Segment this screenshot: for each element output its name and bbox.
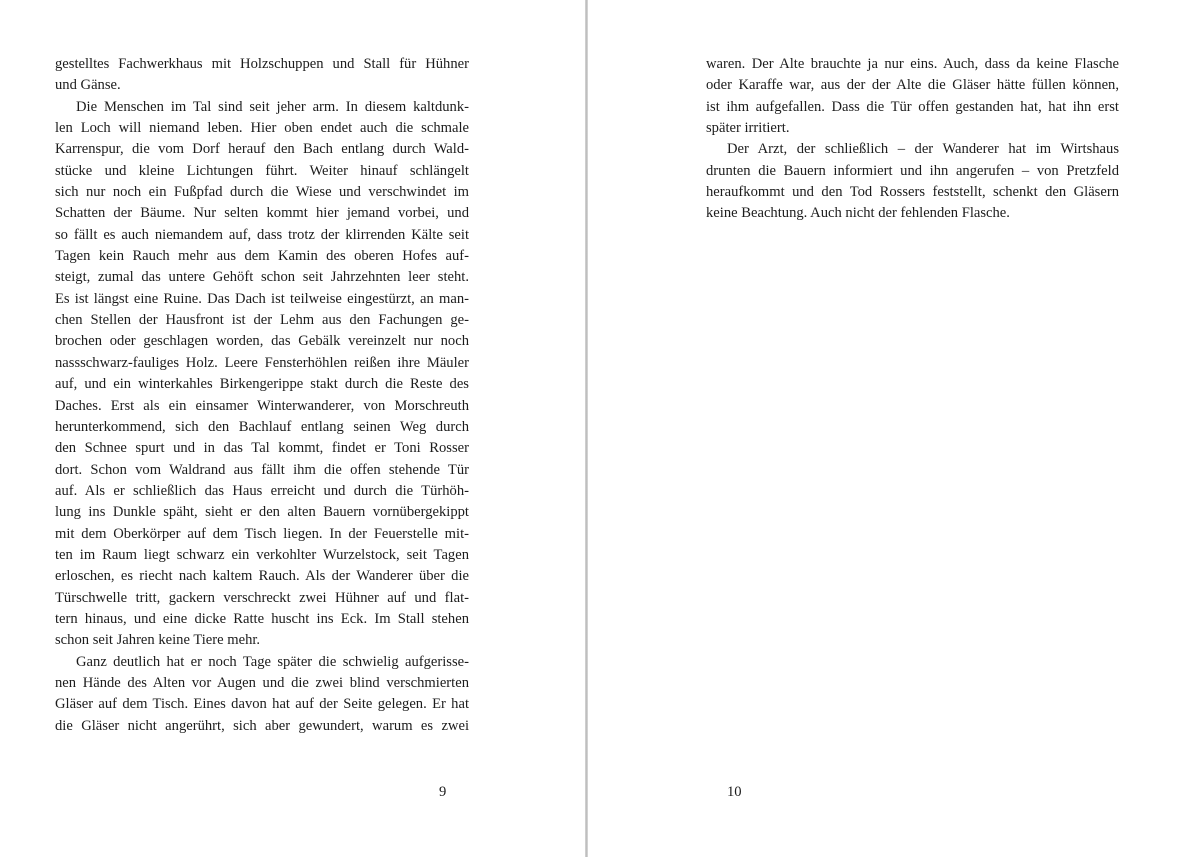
text-line: Schatten der Bäume. Nur selten kommt hier jemand vorbei, und (55, 205, 469, 222)
text-line: die Gläser nicht angerührt, sich aber gewundert, warum es zwei (55, 717, 469, 734)
left-page-text (55, 54, 469, 737)
text-line: Daches. Erst als ein einsamer Winterwanderer, von Morschreuth (55, 397, 469, 414)
text-line: brochen oder geschlagen worden, das Gebälk vereinzelt nur noch (55, 333, 469, 350)
text-line: oder Karaffe war, aus der der Alte die Gläser hätte füllen können, (706, 77, 1119, 94)
text-line: Es ist längst eine Ruine. Das Dach ist teilweise eingestürzt, an man- (55, 290, 469, 307)
text-line: herunterkommend, sich den Bachlauf entlang seinen Weg durch (55, 418, 469, 435)
left-page-number: 9 (439, 784, 447, 800)
text-line: nassschwarz-fauliges Holz. Leere Fensterhöhlen reißen ihre Mäuler (55, 354, 469, 371)
text-line: gestelltes Fachwerkhaus mit Holzschuppen und Stall für Hühner (55, 56, 469, 72)
text-line: erloschen, es riecht nach kaltem Rauch. Als der Wanderer über die (55, 568, 469, 585)
text-line: heraufkommt und den Tod Rossers feststellt, schenkt den Gläsern (706, 184, 1119, 201)
text-line: später irritiert. (706, 120, 790, 137)
text-line: sich nur noch ein Fußpfad durch die Wiese und verschwindet im (55, 184, 469, 201)
text-line: auf, und ein winterkahles Birkengerippe stakt durch die Reste des (55, 376, 469, 393)
text-line: Türschwelle tritt, gackern verschreckt zwei Hühner auf und flat- (55, 589, 469, 606)
text-line: den Schnee spurt und in das Tal kommt, findet er Toni Rosser (55, 440, 469, 457)
text-line: waren. Der Alte brauchte ja nur eins. Auch, dass da keine Flasche (706, 56, 1119, 72)
text-line: und Gänse. (55, 77, 121, 94)
text-line: tern hinaus, und eine dicke Ratte huscht ins Eck. Im Stall stehen (55, 610, 469, 627)
right-page-number: 10 (727, 784, 742, 800)
text-line: auf. Als er schließlich das Haus erreicht und durch die Türhöh- (55, 482, 469, 499)
text-line: ten im Raum liegt schwarz ein verkohlter Wurzelstock, seit Tagen (55, 546, 469, 563)
text-line: Tagen kein Rauch mehr aus dem Kamin des oberen Hofes auf- (55, 248, 469, 265)
text-line: len Loch will niemand leben. Hier oben endet auch die schmale (55, 120, 469, 137)
text-line: dort. Schon vom Waldrand aus fällt ihm die offen stehende Tür (55, 461, 469, 478)
text-line: so fällt es auch niemandem auf, dass trotz der klirrenden Kälte seit (55, 226, 469, 243)
text-line: Gläser auf dem Tisch. Eines davon hat auf der Seite gelegen. Er hat (55, 696, 469, 713)
text-line: keine Beachtung. Auch nicht der fehlenden Flasche. (706, 205, 1010, 222)
left-page (0, 0, 586, 857)
right-page (588, 0, 1185, 857)
text-line: drunten die Bauern informiert und ihn angerufen – von Pretzfeld (706, 162, 1119, 179)
text-line: stücke und kleine Lichtungen führt. Weiter hinauf schlängelt (55, 162, 469, 179)
text-line: Die Menschen im Tal sind seit jeher arm. In diesem kaltdunk- (76, 98, 469, 115)
right-page-text (706, 54, 1119, 225)
text-line: lung ins Dunkle späht, sieht er den alten Bauern vornübergekippt (55, 504, 469, 521)
text-line: Ganz deutlich hat er noch Tage später die schwielig aufgerisse- (76, 653, 469, 670)
text-line: chen Stellen der Hausfront ist der Lehm aus den Fachungen ge- (55, 312, 469, 329)
text-line: schon seit Jahren keine Tiere mehr. (55, 632, 261, 649)
text-line: Karrenspur, die vom Dorf herauf den Bach entlang durch Wald- (55, 141, 469, 158)
text-line: nen Hände des Alten vor Augen und die zwei blind verschmierten (55, 674, 469, 691)
text-line: steigt, zumal das untere Gehöft schon seit Jahrzehnten leer steht. (55, 269, 469, 286)
text-line: mit dem Oberkörper auf dem Tisch liegen. In der Feuerstelle mit- (55, 525, 469, 542)
text-line: Der Arzt, der schließlich – der Wanderer hat im Wirtshaus (727, 141, 1119, 158)
text-line: ist ihm aufgefallen. Dass die Tür offen gestanden hat, hat ihn erst (706, 98, 1119, 115)
